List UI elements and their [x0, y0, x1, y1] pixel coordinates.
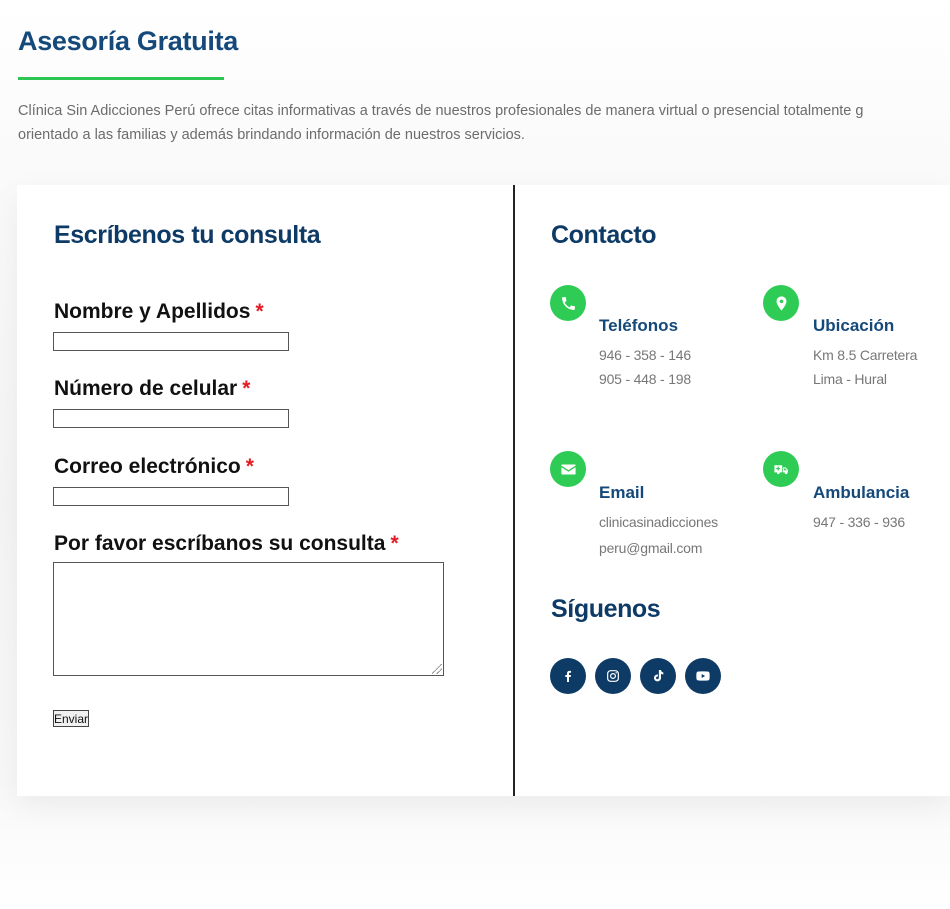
phone-number[interactable]: 946 - 358 - 146: [599, 347, 691, 363]
phone-label: [54, 377, 250, 401]
phones-title: Teléfonos: [599, 316, 679, 335]
resize-grip-icon[interactable]: [432, 664, 442, 674]
location-line: Lima - Hural: [813, 371, 887, 387]
ambulance-number[interactable]: 947 - 336 - 936: [813, 514, 905, 530]
youtube-icon[interactable]: [685, 658, 721, 694]
phone-label-text: Número de celular: [54, 377, 238, 400]
form-title: Escríbenos tu consulta: [54, 221, 321, 249]
tiktok-icon[interactable]: [640, 658, 676, 694]
message-textarea[interactable]: [53, 562, 444, 676]
email-label: [54, 455, 254, 479]
required-mark: *: [245, 455, 254, 478]
location-line: Km 8.5 Carretera: [813, 347, 918, 363]
title-underline: [18, 77, 224, 80]
email-title: Email: [599, 483, 645, 502]
required-mark: *: [390, 532, 399, 555]
submit-button[interactable]: Enviar: [54, 711, 89, 726]
envelope-icon: [550, 451, 586, 487]
ambulance-title: Ambulancia: [813, 483, 910, 502]
page-title: Asesoría Gratuita: [18, 26, 238, 56]
phone-icon: [550, 285, 586, 321]
intro-line-1: Clínica Sin Adicciones Perú ofrece citas informativas a través de nuestros profesionales de manera virtual o presencial totalmente g: [18, 103, 864, 119]
map-pin-icon: [763, 285, 799, 321]
message-label-text: Por favor escríbanos su consulta: [54, 532, 386, 555]
phone-input[interactable]: [53, 409, 289, 428]
name-label: [54, 300, 264, 324]
email-input[interactable]: [53, 487, 289, 506]
phone-number[interactable]: 905 - 448 - 198: [599, 371, 691, 387]
email-line[interactable]: peru@gmail.com: [599, 540, 703, 556]
email-line[interactable]: clinicasinadicciones: [599, 514, 718, 530]
location-title: Ubicación: [813, 316, 895, 335]
email-label-text: Correo electrónico: [54, 455, 241, 478]
name-input[interactable]: [53, 332, 289, 351]
intro-text: [18, 99, 950, 147]
instagram-icon[interactable]: [595, 658, 631, 694]
follow-title: Síguenos: [551, 595, 661, 623]
message-label: [54, 532, 399, 556]
facebook-icon[interactable]: [550, 658, 586, 694]
required-mark: *: [242, 377, 251, 400]
ambulance-icon: [763, 451, 799, 487]
name-label-text: Nombre y Apellidos: [54, 300, 251, 323]
card-divider: [513, 185, 515, 796]
required-mark: *: [255, 300, 264, 323]
contact-title: Contacto: [551, 221, 657, 249]
intro-line-2: orientado a las familias y además brindando información de nuestros servicios.: [18, 127, 525, 143]
